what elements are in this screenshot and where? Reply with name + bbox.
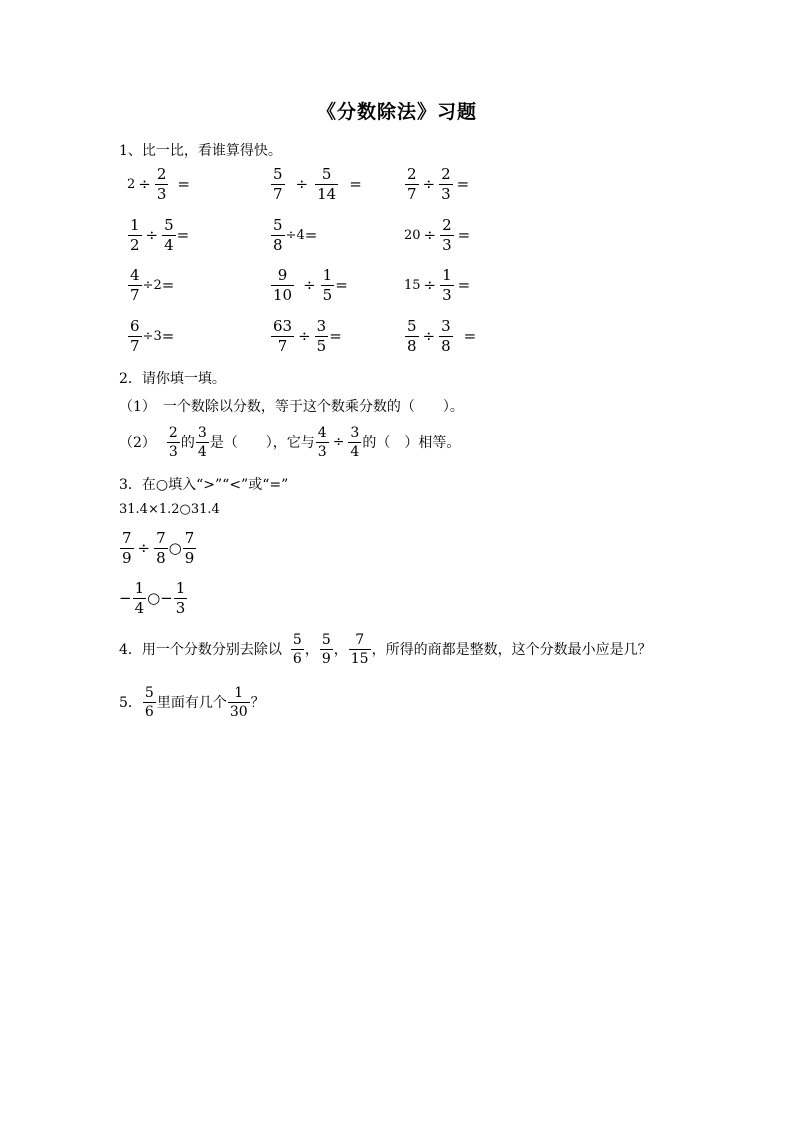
fraction: $\frac{1}{4}$: [134, 578, 145, 617]
q3-line-1: 31.4×1.2○31.4: [119, 502, 220, 517]
q1-item-7: $\frac{4}{7}$ ÷2 =: [130, 265, 175, 304]
q3-line-2: $\frac{7}{9}$ ÷ $\frac{7}{8}$ ○ $\frac{7}{9}$: [122, 528, 195, 567]
fraction: $\frac{2}{3}$: [441, 164, 451, 203]
q1-item-2: $\frac{5}{7}$ ÷ $\frac{5}{14}$ =: [273, 164, 362, 203]
fraction: $\frac{7}{9}$: [122, 528, 132, 567]
fraction: $\frac{1}{3}$: [442, 265, 452, 304]
fraction: $\frac{7}{9}$: [184, 528, 195, 567]
fraction: $\frac{5}{8}$: [407, 316, 417, 355]
fraction: $\frac{2}{3}$: [168, 424, 178, 460]
q3-line-3: − $\frac{1}{4}$ ○ − $\frac{1}{3}$: [119, 578, 186, 617]
page-title: 《分数除法》习题: [316, 101, 477, 123]
fraction: $\frac{5}{7}$: [273, 164, 283, 203]
fraction: $\frac{2}{3}$: [156, 164, 167, 203]
q3-heading: 3．在○填入“>”“<”或“=”: [119, 477, 289, 493]
q2-heading: 2．请你填一填。: [119, 371, 226, 387]
fraction: $\frac{4}{3}$: [317, 424, 327, 460]
fraction: $\frac{1}{30}$: [229, 684, 248, 720]
q1-item-5: $\frac{5}{8}$ ÷4 =: [273, 215, 318, 254]
fraction: $\frac{63}{7}$: [273, 316, 293, 355]
fraction: $\frac{5}{4}$: [164, 215, 174, 254]
q1-item-3: $\frac{2}{7}$ ÷ $\frac{2}{3}$ =: [407, 164, 470, 203]
q2-line-1: （1） 一个数除以分数，等于这个数乘分数的（ ）。: [119, 399, 464, 415]
fraction: $\frac{7}{15}$: [350, 631, 369, 667]
q1-item-8: $\frac{9}{10}$ ÷ $\frac{1}{5}$ =: [273, 265, 348, 304]
q1-item-4: $\frac{1}{2}$ ÷ $\frac{5}{4}$ =: [130, 215, 190, 254]
fraction: $\frac{1}{2}$: [130, 215, 140, 254]
q5-line: 5． $\frac{5}{6}$ 里面有几个 $\frac{1}{30}$ ？: [119, 684, 265, 720]
fraction: $\frac{9}{10}$: [273, 265, 293, 304]
fraction: $\frac{1}{5}$: [322, 265, 333, 304]
q1-item-6: 20 ÷ $\frac{2}{3}$ =: [404, 215, 471, 254]
fraction: $\frac{4}{7}$: [130, 265, 140, 304]
fraction: $\frac{5}{6}$: [144, 684, 154, 720]
fraction: $\frac{7}{8}$: [156, 528, 166, 567]
fraction: $\frac{3}{5}$: [316, 316, 327, 355]
fraction: $\frac{3}{4}$: [197, 424, 207, 460]
q4-line: 4．用一个分数分别去除以 $\frac{5}{6}$ ， $\frac{5}{9}$ ， $\frac{7}{15}$ ，所得的商都是整数，这个分数最小应是几？: [119, 631, 652, 667]
fraction: $\frac{2}{3}$: [442, 215, 452, 254]
q1-item-12: $\frac{5}{8}$ ÷ $\frac{3}{8}$ =: [407, 316, 477, 355]
fraction: $\frac{2}{7}$: [407, 164, 417, 203]
fraction: $\frac{5}{14}$: [317, 164, 337, 203]
fraction: $\frac{3}{4}$: [350, 424, 360, 460]
q1-item-10: $\frac{6}{7}$ ÷3 =: [130, 316, 175, 355]
q1-item-9: 15 ÷ $\frac{1}{3}$ =: [404, 265, 471, 304]
q2-line-2: （2） $\frac{2}{3}$ 的 $\frac{3}{4}$ 是（ ），它与 $\frac{4}{3}$ ÷ $\frac{3}{4}$ 的（ ）相等。: [119, 424, 461, 460]
compare-circle[interactable]: ○: [147, 589, 161, 607]
fraction: $\frac{5}{8}$: [273, 215, 283, 254]
fraction: $\frac{1}{3}$: [175, 578, 186, 617]
q1-heading: 1、比一比，看谁算得快。: [119, 143, 282, 159]
compare-circle[interactable]: ○: [168, 539, 182, 557]
q1-item-11: $\frac{63}{7}$ ÷ $\frac{3}{5}$ =: [273, 316, 342, 355]
fraction: $\frac{5}{9}$: [321, 631, 331, 667]
fraction: $\frac{3}{8}$: [441, 316, 451, 355]
fraction: $\frac{6}{7}$: [130, 316, 140, 355]
q1-item-1: 2 ÷ $\frac{2}{3}$ =: [127, 164, 190, 203]
fraction: $\frac{5}{6}$: [292, 631, 302, 667]
